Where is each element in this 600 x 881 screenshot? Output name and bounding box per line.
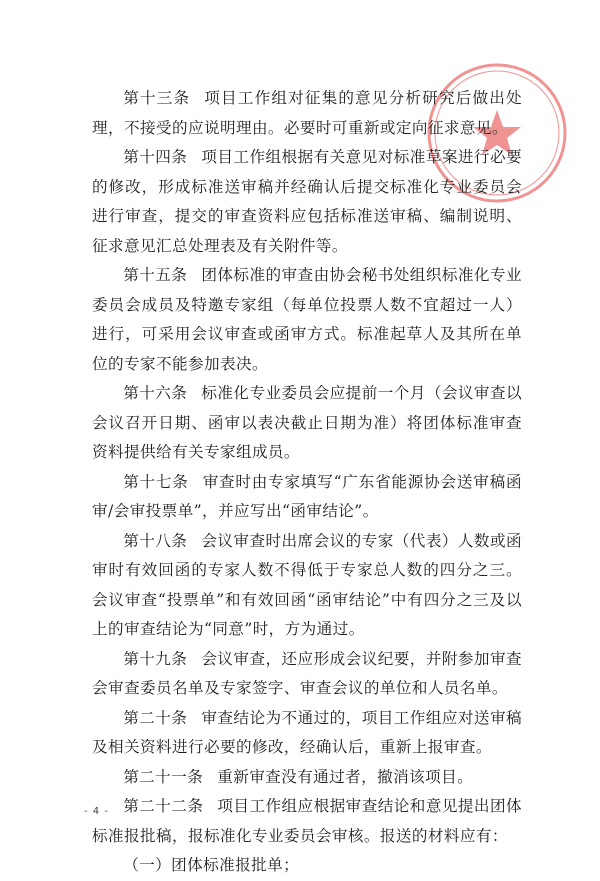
article-text: 会议审查，还应形成会议纪要，并附参加审查会审查委员名单及专家签字、审查会议的单位和人员名单。: [92, 649, 522, 697]
article-text: 审查结论为不通过的，项目工作组应对送审稿及相关资料进行必要的修改，经确认后，重新上报审查。: [92, 708, 522, 756]
article-text: 团体标准的审查由协会秘书处组织标准化专业委员会成员及特邀专家组（每单位投票人数不宜超过一人）进行，可采用会议审查或函审方式。标准起草人及其所在单位的专家不能参加表决。: [92, 266, 522, 373]
article-number: 第十五条: [123, 266, 188, 284]
page-number: - 4 -: [84, 806, 109, 817]
document-body: [92, 84, 522, 881]
article-text: 项目工作组应根据审查结论和意见提出团体标准报批稿，报标准化专业委员会审核。报送的材料应有：: [92, 797, 522, 845]
article-paragraph: [92, 851, 522, 881]
article-paragraph: [92, 261, 522, 379]
article-paragraph: [92, 379, 522, 468]
article-paragraph: [92, 763, 522, 793]
article-paragraph: [92, 704, 522, 763]
article-paragraph: [92, 792, 522, 851]
article-number: 第二十一条: [123, 767, 204, 786]
article-number: 第十七条: [123, 472, 189, 491]
article-number: 第十八条: [123, 531, 188, 550]
article-text: 重新审查没有通过者，撤消该项目。: [217, 767, 474, 786]
article-paragraph: [92, 527, 522, 645]
article-text: 会议审查时出席会议的专家（代表）人数或函审时有效回函的专家人数不得低于专家总人数的四分之三。会议审查“投票单”和有效回函“函审结论”中有四分之三及以上的审查结论为“同意”时，方为通过。: [92, 531, 522, 638]
article-text: 标准化专业委员会应提前一个月（会议审查以会议召开日期、函审以表决截止日期为准）将团体标准审查资料提供给有关专家组成员。: [92, 384, 522, 461]
article-number: 第二十二条: [123, 797, 204, 815]
article-text: （一）团体标准报批单；: [123, 856, 300, 874]
article-paragraph: [92, 143, 522, 261]
article-text: 项目工作组根据有关意见对标准草案进行必要的修改，形成标准送审稿并经确认后提交标准化专业委员会进行审查，提交的审查资料应包括标准送审稿、编制说明、征求意见汇总处理表及有关附件等。: [92, 148, 522, 255]
article-number: 第十九条: [123, 649, 188, 668]
article-text: 审查时由专家填写“广东省能源协会送审稿函审/会审投票单”，并应写出“函审结论”。: [92, 472, 522, 520]
article-number: 第十四条: [123, 148, 188, 166]
article-paragraph: [92, 468, 522, 527]
article-number: 第十三条: [123, 89, 191, 107]
article-text: 项目工作组对征集的意见分析研究后做出处理，不接受的应说明理由。必要时可重新或定向征求意见。: [92, 89, 522, 137]
article-number: 第二十条: [123, 708, 188, 727]
article-paragraph: [92, 84, 522, 143]
article-number: 第十六条: [123, 384, 188, 402]
article-paragraph: [92, 645, 522, 704]
